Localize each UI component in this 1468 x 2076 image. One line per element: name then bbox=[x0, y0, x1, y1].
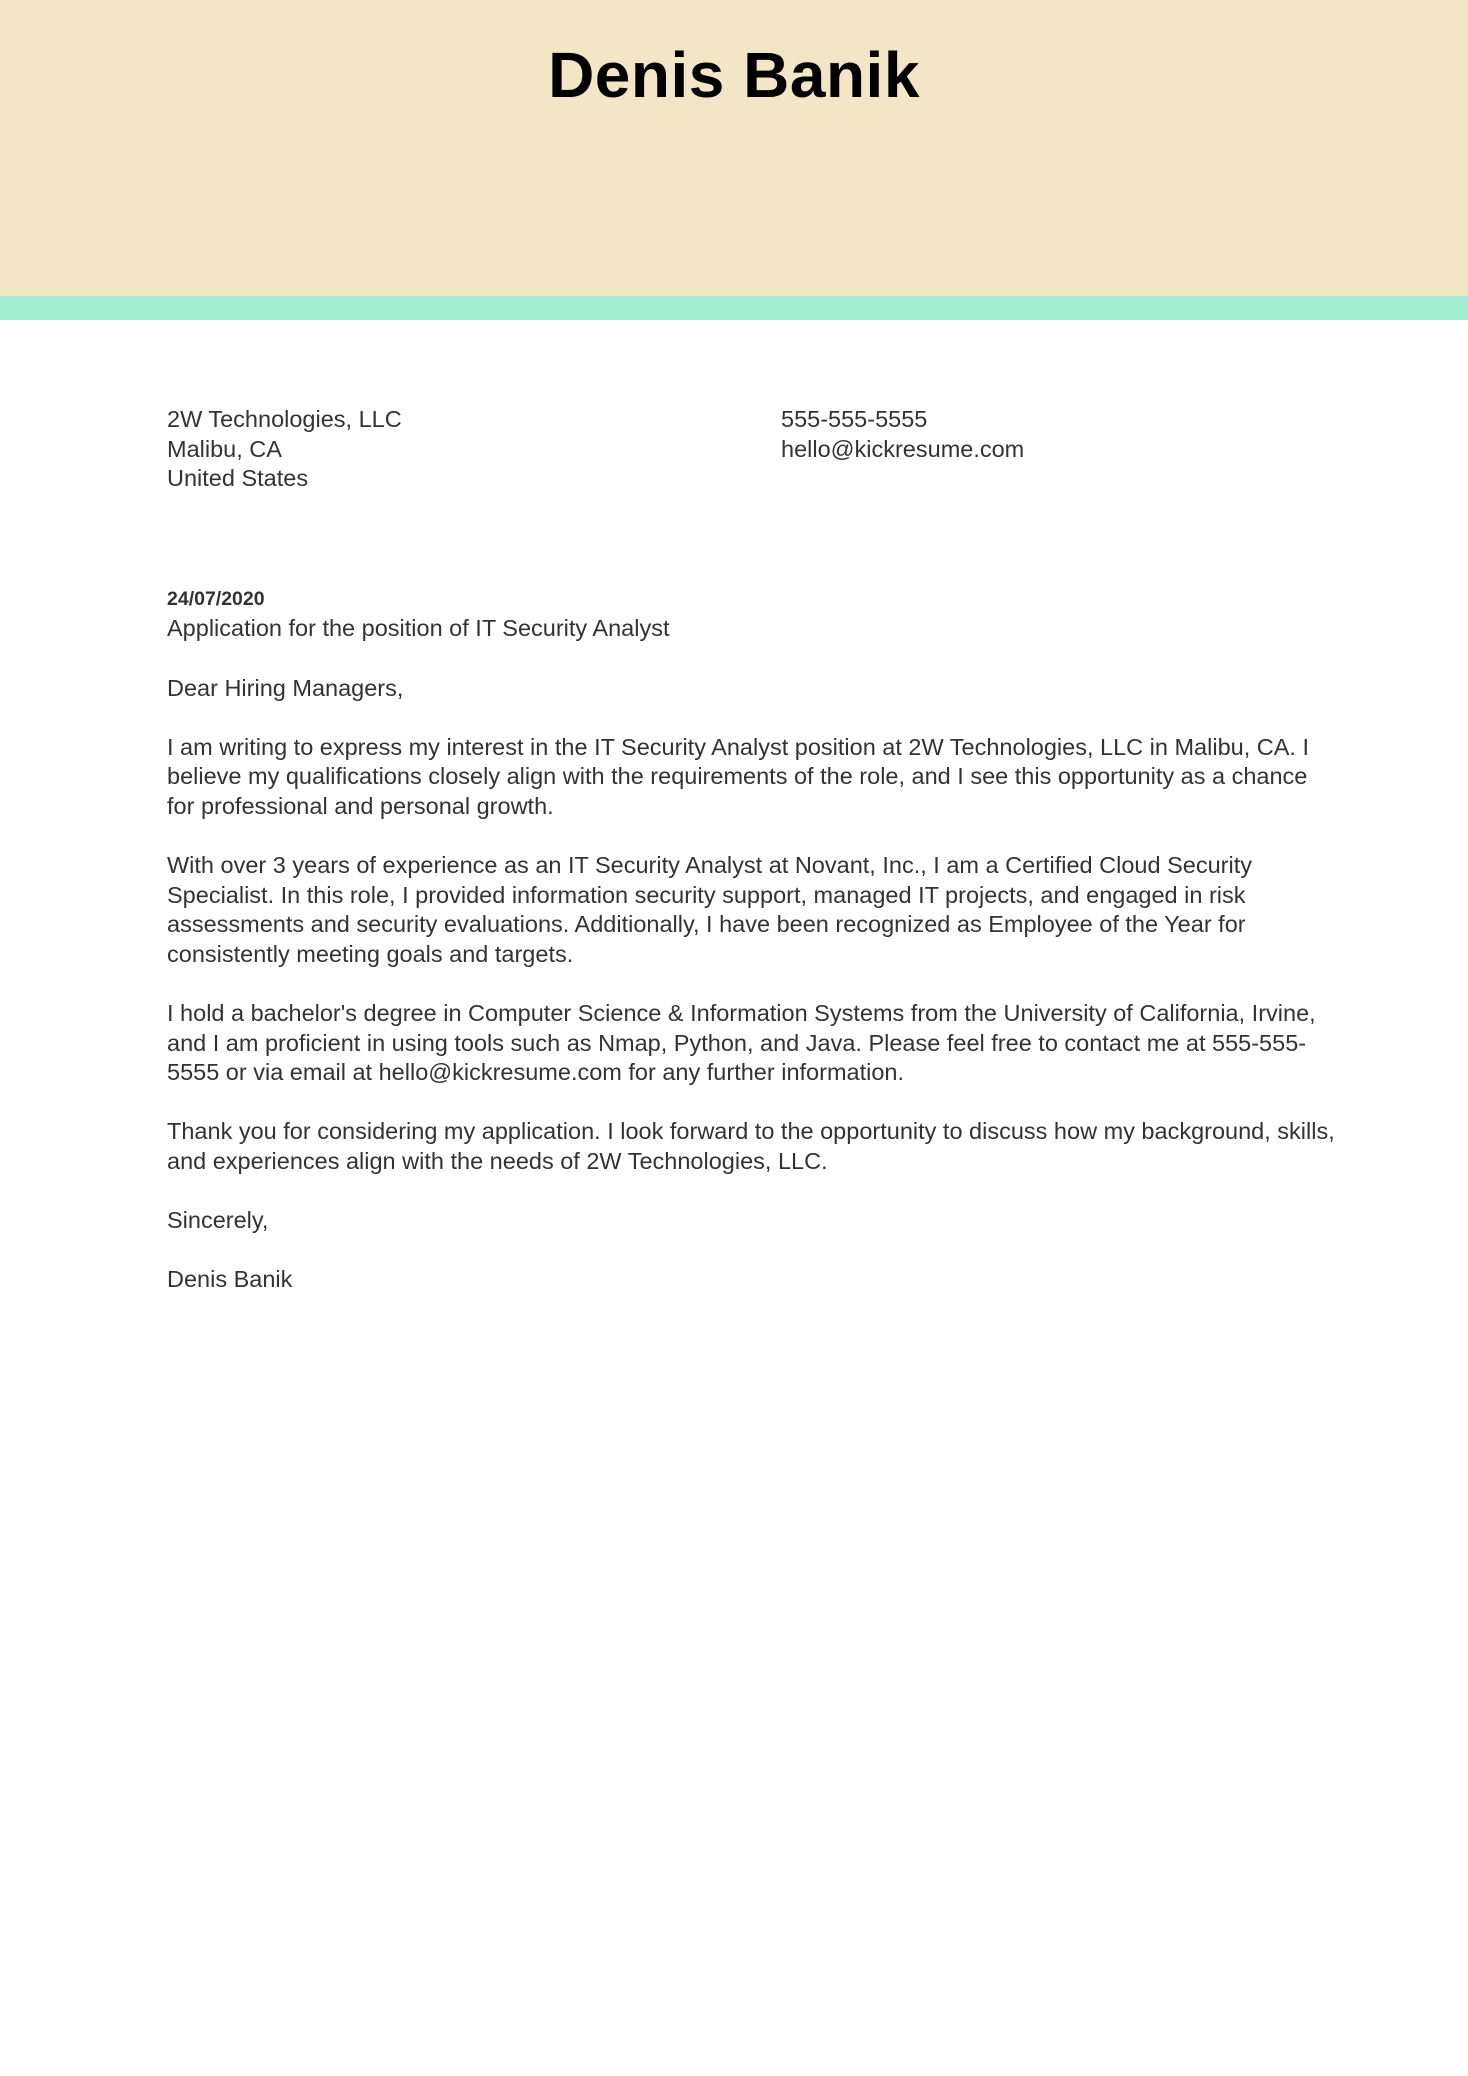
body-paragraph-3: I hold a bachelor's degree in Computer Science & Information Systems from the University of California, Irvine, and I am proficient in using tools such as Nmap, Python, and Java. Please feel free to contact me at 555-555-5555 or via email at hello@kickresume.com for any further information. bbox=[167, 1000, 1316, 1086]
signature-name: Denis Banik bbox=[167, 1266, 293, 1293]
letter-date: 24/07/2020 bbox=[167, 587, 265, 610]
body-paragraph-1: I am writing to express my interest in the IT Security Analyst position at 2W Technologies, LLC in Malibu, CA. I believe my qualifications closely align with the requirements of the role, and I see this opportunity as a chance for professional and personal growth. bbox=[167, 733, 1309, 819]
body-paragraph-4: Thank you for considering my application. I look forward to the opportunity to discuss how my background, skills, and experiences align with the needs of 2W Technologies, LLC. bbox=[167, 1118, 1335, 1175]
body-paragraph-2: With over 3 years of experience as an IT Security Analyst at Novant, Inc., I am a Certified Cloud Security Specialist. In this role, I provided information security support, managed IT projects, and engaged in risk assessments and security evaluations. Additionally, I have been recognized as Employee of the Year for consistently meeting goals and targets. bbox=[167, 852, 1252, 967]
applicant-name-heading: Denis Banik bbox=[548, 39, 920, 111]
letter-content bbox=[167, 405, 1337, 1295]
header-band bbox=[0, 0, 1468, 296]
letter-subject: Application for the position of IT Security Analyst bbox=[167, 615, 670, 642]
recipient-city-state: Malibu, CA bbox=[167, 435, 282, 462]
sender-contact bbox=[781, 405, 1337, 494]
salutation: Dear Hiring Managers, bbox=[167, 674, 404, 701]
contact-block bbox=[167, 405, 1337, 494]
sender-phone: 555-555-5555 bbox=[781, 406, 928, 432]
closing: Sincerely, bbox=[167, 1207, 269, 1234]
accent-stripe bbox=[0, 296, 1468, 320]
recipient-country: United States bbox=[167, 465, 309, 492]
sender-email: hello@kickresume.com bbox=[781, 435, 1025, 462]
recipient-address bbox=[167, 405, 781, 494]
recipient-company: 2W Technologies, LLC bbox=[167, 406, 402, 432]
